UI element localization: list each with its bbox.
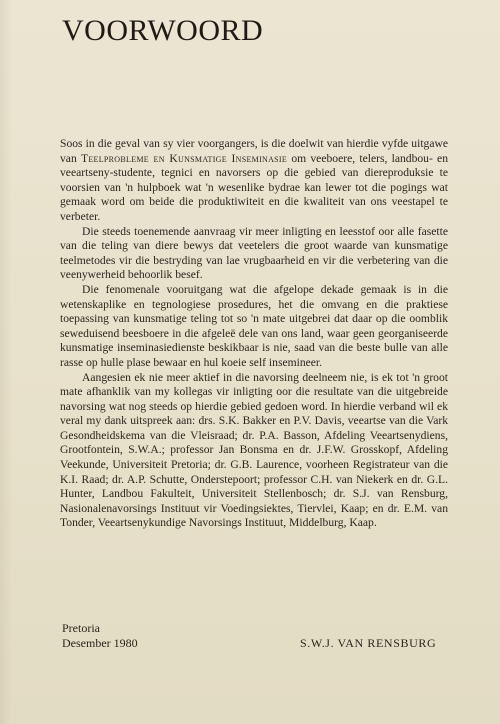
paragraph-4: Aangesien ek nie meer aktief in die navorsing deelneem nie, is ek tot 'n groot mate afhanklik van my kollegas vir inligting oor die resultate van die uitgebreide navorsing wat nog steeds op hierdie gebied gedoen word. In hierdie verband wil ek veral my dank uitspreek aan: drs. S.K. Bakker en P.V. Davis, veeartse van die Vark Gesondheidskema van die Vleisraad; dr. P.A. Basson, Afdeling Veeartsenydiens, Grootfontein, S.W.A.; professor Jan Bonsma en dr. J.F.W. Grosskopf, Afdeling Veekunde, Universiteit Pretoria; dr. G.B. Laurence, voorheen Registrateur van die K.I. Raad; dr. A.P. Schutte, Onderstepoort; professor C.H. van Niekerk en dr. G.L. Hunter, Landbou Fakulteit, Universiteit Stellenbosch; dr. S.J. van Rensburg, Nasionalenavorsings Instituut vir Voedingsiektes, Tiervlei, Kaap; en dr. E.M. van Tonder, Veeartsenykundige Navorsings Instituut, Middelburg, Kaap. [60, 370, 448, 530]
signature-author: S.W.J. VAN RENSBURG [300, 636, 437, 650]
signature-place: Pretoria [62, 621, 100, 635]
page-heading: VOORWOORD [62, 14, 264, 47]
paragraph-3: Die fenomenale vooruitgang wat die afgelope dekade gemaak is in die wetenskaplike en tegnologiese prosedures, het die omvang en die praktiese toepassing van kunsmatige teling tot so 'n mate uitgebrei dat daar op die oomblik seweduisend beesboere in die afgeleë dele van ons land, waar geen georganiseerde kunsmatige inseminasiedienste beskikbaar is nie, saad van die beste bulle van alle rasse op hulle plase bewaar en hul koeie self insemineer. [60, 282, 448, 369]
preface-body [60, 137, 448, 531]
paragraph-1 [60, 137, 448, 225]
paragraph-1-end: om veeboere, telers, landbou- en veeartseny-studente, tegnici en navorsers op die gebied van diereproduksie te voorsien van 'n hulpboek wat 'n wesenlike bydrae kan lewer tot die pogings wat gemaak word om beide die produktiwiteit en die kwaliteit van ons veestapel te verbeter. [60, 151, 449, 223]
paragraph-1-start: Soos in die geval van sy vier voorgangers, is die doelwit van hierdie vyfde uitgawe van [60, 137, 448, 165]
paragraph-2: Die steeds toenemende aanvraag vir meer inligting en leesstof oor alle fasette van die teling van diere bewys dat veetelers die groot waarde van kunsmatige teelmetodes vir die bestryding van lae vrugbaarheid en vir die verbetering van die veenywerheid behoorlik besef. [60, 224, 448, 282]
signature-date: Desember 1980 [62, 636, 138, 650]
book-title-inline: Teelprobleme en Kunsmatige Inseminasie [80, 151, 288, 165]
